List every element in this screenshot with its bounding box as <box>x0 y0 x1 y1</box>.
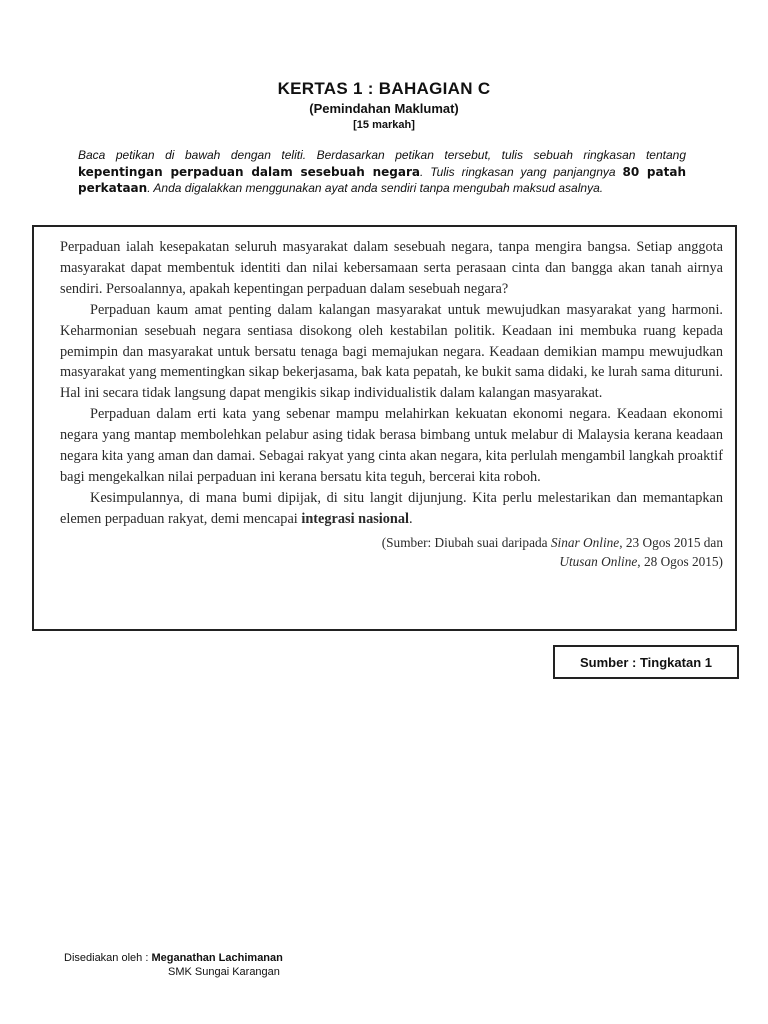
instructions <box>78 147 686 197</box>
paragraph-4-end: . <box>408 510 413 527</box>
instructions-topic: kepentingan perpaduan dalam sesebuah negara <box>78 164 420 179</box>
source-publication-1: Sinar Online <box>550 534 620 550</box>
prepared-by-label: Disediakan oleh : <box>64 952 152 964</box>
source-mid: , 23 Ogos 2015 dan <box>619 534 723 550</box>
source-box <box>553 645 739 679</box>
source-prefix: (Sumber: Diubah suai daripada <box>381 534 551 550</box>
paragraph-4-text: Kesimpulannya, di mana bumi dipijak, di situ langit dijunjung. Kita perlu melestarikan dan memantapkan elemen perpaduan rakyat, demi mencapai <box>60 489 723 527</box>
source-publication-2: Utusan Online <box>559 553 638 569</box>
passage-paragraph-4 <box>60 488 723 530</box>
instructions-word-count: 80 patah perkataan <box>78 164 686 195</box>
passage-box <box>32 225 737 631</box>
instructions-part1: Baca petikan di bawah dengan teliti. Berdasarkan petikan tersebut, tulis sebuah ringkasan tentang <box>78 148 686 162</box>
passage-paragraph-2: Perpaduan kaum amat penting dalam kalangan masyarakat untuk mewujudkan masyarakat yang harmoni. Keharmonian sesebuah negara sentiasa disokong oleh kestabilan politik. Keadaan ini membuka ruang kepada pemimpin dan masyarakat untuk bersatu tenaga bagi memajukan negara. Keadaan demikian mampu mewujudkan masyarakat yang mementingkan sikap bekerjasama, bak kata pepatah, ke bukit sama didaki, ke lurah sama dituruni. Hal ini secara tidak langsung dapat mengikis sikap individualistik dalam kalangan masyarakat. <box>60 301 723 402</box>
source-box-label: Sumber : Tingkatan 1 <box>580 654 712 670</box>
footer <box>64 951 283 979</box>
author-name: Meganathan Lachimanan <box>151 952 283 964</box>
passage-paragraph-3: Perpaduan dalam erti kata yang sebenar mampu melahirkan kekuatan ekonomi negara. Keadaan ekonomi negara yang mantap membolehkan pelabur asing tidak berasa bimbang untuk melabur di Malaysia kerana keadaan negara kita yang aman dan damai. Sebagai rakyat yang cinta akan negara, kita perlulah mengambil langkah proaktif bagi mengekalkan nilai perpaduan ini kerana bersatu kita teguh, bercerai kita roboh. <box>60 406 723 485</box>
instructions-part2: . Tulis ringkasan yang panjangnya <box>419 164 623 179</box>
passage-source <box>60 533 723 571</box>
paragraph-4-emphasis: integrasi nasional <box>301 510 409 527</box>
school-name: SMK Sungai Karangan <box>168 966 280 978</box>
source-end: , 28 Ogos 2015) <box>637 553 723 569</box>
passage-paragraph-1: Perpaduan ialah kesepakatan seluruh masyarakat dalam sesebuah negara, tanpa mengira bangsa. Setiap anggota masyarakat dapat membentuk identiti dan nilai kebersamaan serta perasaan cinta dan bangga akan tanah airnya sendiri. Persoalannya, apakah kepentingan perpaduan dalam sesebuah negara? <box>60 239 723 297</box>
marks-label: [15 markah] <box>353 119 415 131</box>
page-title: KERTAS 1 : BAHAGIAN C <box>277 79 491 98</box>
passage <box>60 237 723 530</box>
section-subtitle: (Pemindahan Maklumat) <box>309 101 459 116</box>
footer-prepared-by <box>64 951 283 965</box>
instructions-part3: . Anda digalakkan menggunakan ayat anda sendiri tanpa mengubah maksud asalnya. <box>147 181 604 195</box>
